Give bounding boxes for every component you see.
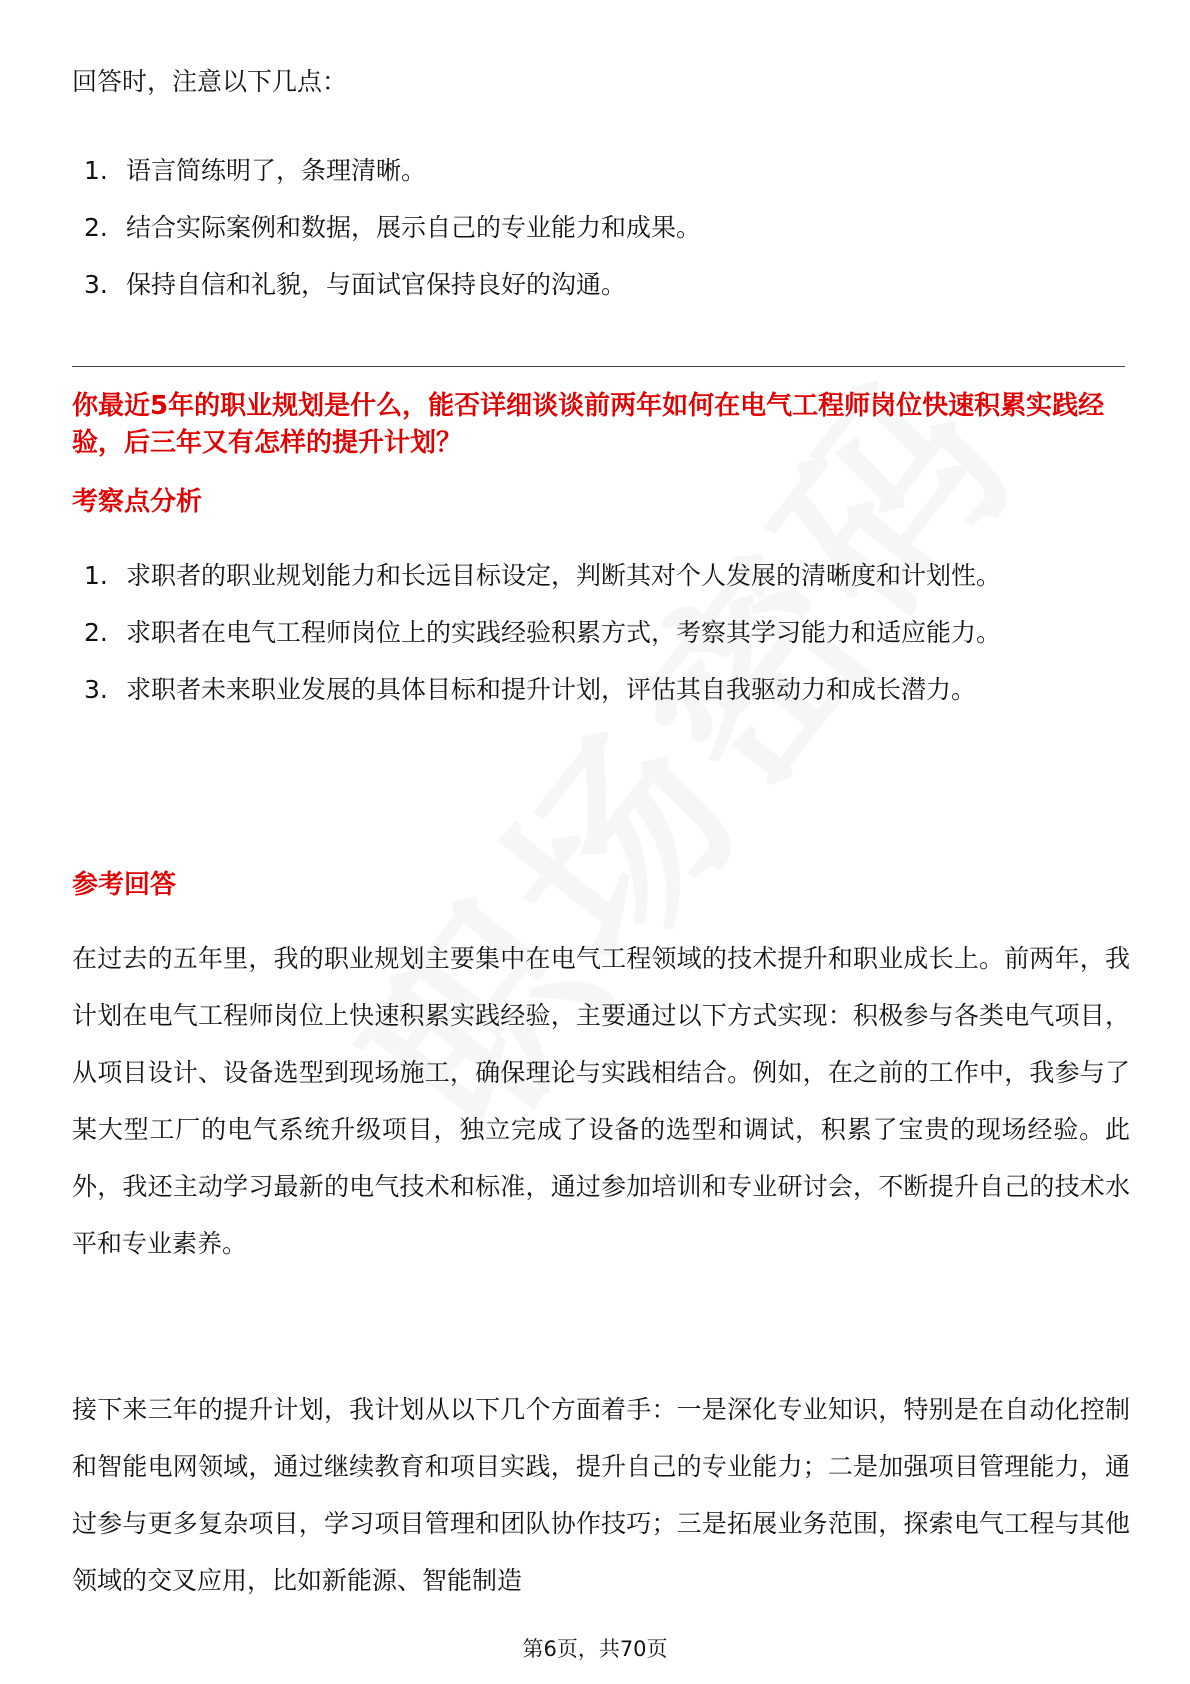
list-item-text: 语言简练明了，条理清晰。 [126, 156, 427, 185]
list-number: 3. [84, 675, 108, 704]
list-number: 1. [84, 561, 108, 590]
list-item-text: 求职者在电气工程师岗位上的实践经验积累方式，考察其学习能力和适应能力。 [126, 618, 1002, 647]
list-item [84, 142, 1084, 199]
list-number: 3. [84, 270, 108, 299]
list-item [84, 199, 1084, 256]
analysis-list [84, 547, 1084, 718]
interview-question: 你最近5年的职业规划是什么，能否详细谈谈前两年如何在电气工程师岗位快速积累实践经验，后三年又有怎样的提升计划？ [72, 391, 1105, 458]
analysis-heading: 考察点分析 [72, 487, 203, 517]
list-item [84, 661, 1084, 718]
list-item-text: 结合实际案例和数据，展示自己的专业能力和成果。 [126, 213, 702, 242]
list-item-text: 求职者未来职业发展的具体目标和提升计划，评估其自我驱动力和成长潜力。 [126, 675, 977, 704]
section-divider [72, 366, 1125, 367]
list-number: 1. [84, 156, 108, 185]
answer-heading: 参考回答 [72, 870, 177, 900]
intro-text: 回答时，注意以下几点： [72, 67, 348, 96]
list-item-text: 保持自信和礼貌，与面试官保持良好的沟通。 [126, 270, 627, 299]
page-indicator: 第6页，共70页 [522, 1637, 668, 1661]
answer-paragraph: 接下来三年的提升计划，我计划从以下几个方面着手：一是深化专业知识，特别是在自动化控制和智能电网领域，通过继续教育和项目实践，提升自己的专业能力；二是加强项目管理能力，通过参与更多复杂项目，学习项目管理和团队协作技巧；三是拓展业务范围，探索电气工程与其他领域的交叉应用，比如新能源、智能制造 [72, 1395, 1130, 1595]
list-item [84, 604, 1084, 661]
list-item [84, 256, 1084, 313]
list-number: 2. [84, 213, 108, 242]
answer-paragraph: 在过去的五年里，我的职业规划主要集中在电气工程领域的技术提升和职业成长上。前两年，我计划在电气工程师岗位上快速积累实践经验，主要通过以下方式实现：积极参与各类电气项目，从项目设计、设备选型到现场施工，确保理论与实践相结合。例如，在之前的工作中，我参与了某大型工厂的电气系统升级项目，独立完成了设备的选型和调试，积累了宝贵的现场经验。此外，我还主动学习最新的电气技术和标准，通过参加培训和专业研讨会，不断提升自己的技术水平和专业素养。 [72, 944, 1130, 1258]
tips-list [84, 142, 1084, 313]
list-item [84, 547, 1084, 604]
list-number: 2. [84, 618, 108, 647]
list-item-text: 求职者的职业规划能力和长远目标设定，判断其对个人发展的清晰度和计划性。 [126, 561, 1002, 590]
